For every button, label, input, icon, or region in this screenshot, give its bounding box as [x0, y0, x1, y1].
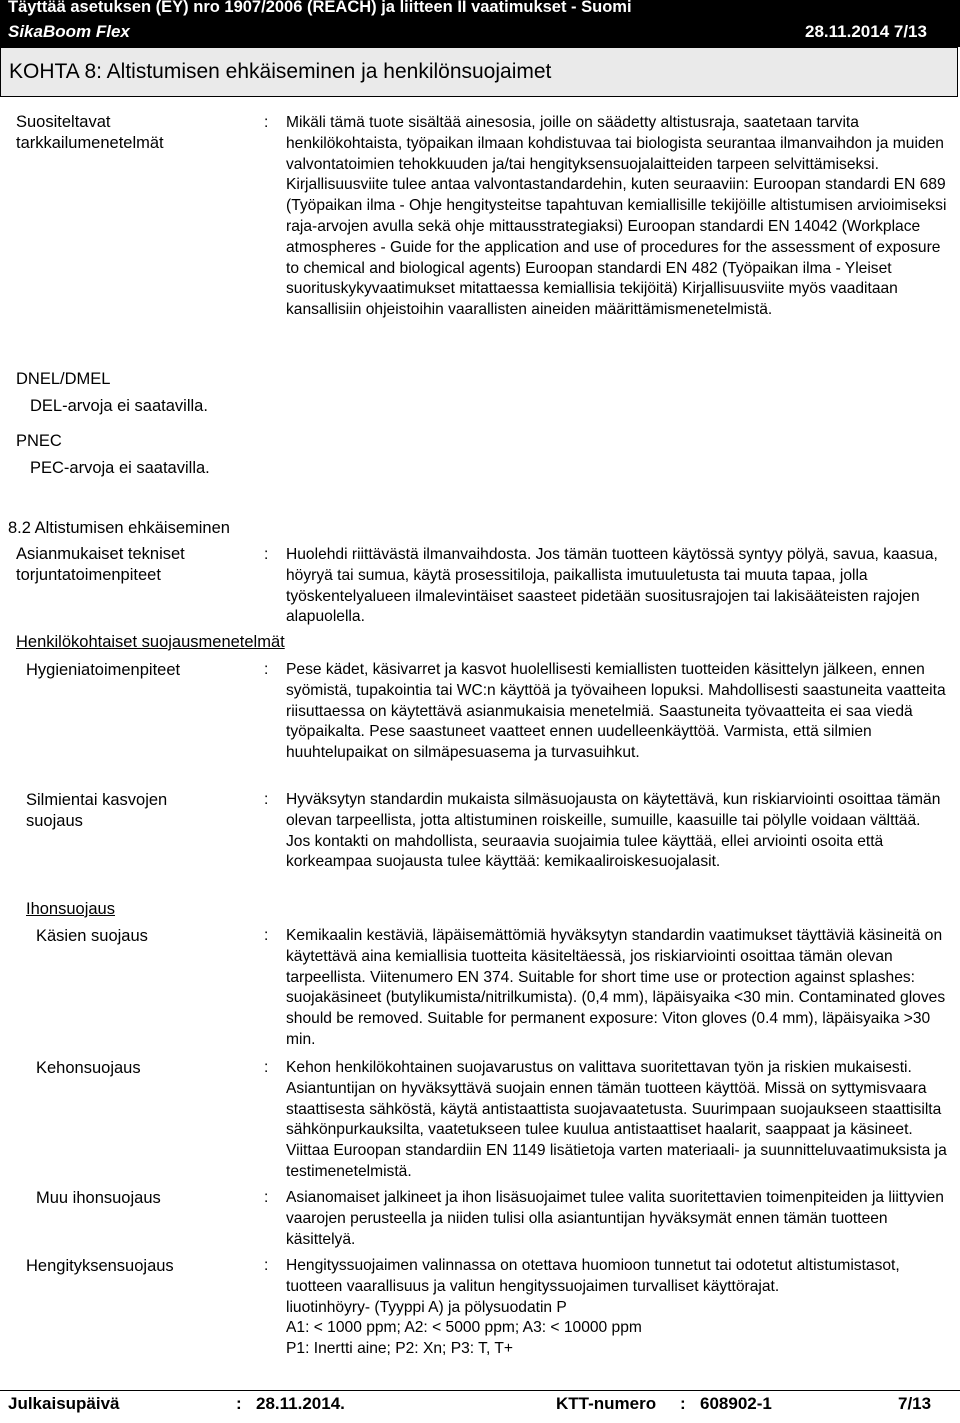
engineering-label: Asianmukaiset tekniset torjuntatoimenpiteet	[16, 545, 185, 584]
footer-date-label: Julkaisupäivä	[8, 1394, 120, 1413]
personal-protection-title: Henkilökohtaiset suojausmenetelmät	[16, 633, 285, 651]
footer-date-value: 28.11.2014.	[256, 1394, 345, 1413]
document-header	[0, 0, 960, 47]
footer-ktt-value: 608902-1	[700, 1394, 772, 1413]
colon: :	[264, 927, 269, 944]
respiratory-ranges-line: A1: < 1000 ppm; A2: < 5000 ppm; A3: < 10000 ppm	[286, 1319, 642, 1337]
body-protection-label: Kehonsuojaus	[36, 1059, 141, 1077]
subsection-title: 8.2 Altistumisen ehkäiseminen	[8, 519, 230, 537]
pnec-label: PNEC	[16, 432, 62, 450]
eye-protection-text: Hyväksytyn standardin mukaista silmäsuojausta on käytettävä, kun riskiarviointi osoittaa tämän olevan tarpeellista, jotta altistuminen roiskeille, sumuille, kaasuille tai pölylle voidaan välttää. Jos kontakti on mahdollista, seuraavia suojaimia tulee käyttää, ellei arviointi osoita että korkeampaa suojausta tulee käyttää: kemikaaliroiskesuojalasit.	[286, 791, 941, 871]
colon: :	[264, 661, 269, 678]
eye-protection-label: Silmientai kasvojen suojaus	[26, 791, 168, 830]
colon: :	[264, 791, 269, 808]
pnec-value: PEC-arvoja ei saatavilla.	[30, 459, 210, 477]
respiratory-protection-block	[286, 1256, 948, 1360]
footer-page: 7/13	[898, 1394, 932, 1413]
footer-colon: :	[680, 1394, 686, 1413]
respiratory-protection-text: Hengityssuojaimen valinnassa on otettava huomioon tunnetut tai odotetut altistumistasot, tuotteen vaarallisuus ja valitun hengityssuojaimen turvalliset käyttörajat.	[286, 1257, 900, 1295]
colon: :	[264, 114, 269, 131]
section-banner	[0, 47, 958, 97]
engineering-text: Huolehdi riittävästä ilmanvaihdosta. Jos tämän tuotteen käytössä syntyy pölyä, savua, kaasua, höyryä tai sumua, käytä prosessitiloja, paikallista imutuuletusta tai muuta tapaa, jolla työskentelyalueen ilmalevintäiset saasteet pidetään suositusrajojen tai lakisääteisten rajojen alapuolella.	[286, 546, 938, 626]
skin-protection-title: Ihonsuojaus	[26, 900, 115, 918]
hygiene-text: Pese kädet, käsivarret ja kasvot huolellisesti kemiallisten tuotteiden käsittelyn jälkeen, ennen syömistä, tupakointia tai WC:n käyttöä ja työvaiheen lopuksi. Mahdollisesti saastuneita vaatteita riisuttaessa on käytettävä asianmukaisia menetelmiä. Saastuneita työvaatteita ei saa viedä työpaikalta. Pese saastuneet vaatteet ennen uudelleenkäyttöä. Varmista, että silmien huuhtelupaikat on silmäpesuasema ja turvasuihkut.	[286, 661, 946, 762]
monitoring-text: Mikäli tämä tuote sisältää ainesosia, joille on säädetty altistusraja, saatetaan tarvita henkilökohtaista, työpaikan ilmaan kohdistuvaa tai biologista seurantaa ilmanvaihdon ja muiden valvontatoimien tehokkuuden ja/tai hengityksensuojalaitteiden tarpeen selvittämiseksi. Kirjallisuusviite tulee antaa valvontastandardehin, kuten seuraaviin: Euroopan standardi EN 689 (Työpaikan ilma - Ohje hengitysteitse tapahtuvan kemiallisille tekijöille altistumisen arvioimiseksi raja-arvojen avulla sekä ohje mittausstrategiaksi) Euroopan standardi EN 14042 (Workplace atmospheres - Guide for the application and use of procedures for the assessment of exposure to chemical and biological agents) Euroopan standardi EN 482 (Työpaikan ilma - Yleiset suorituskykyvaatimukset mitattaessa kemiallisia tekijöitä) Kirjallisuusviite myös vaaditaan kansallisiin ohjeistoihin vaarallisten aineiden määrittämismenetelmistä.	[286, 114, 947, 319]
respiratory-classes-line: P1: Inertti aine; P2: Xn; P3: T, T+	[286, 1340, 513, 1358]
other-skin-protection-label: Muu ihonsuojaus	[36, 1189, 161, 1207]
footer-ktt-label: KTT-numero	[556, 1394, 657, 1413]
colon: :	[264, 1059, 269, 1076]
hand-protection-label: Käsien suojaus	[36, 927, 148, 945]
product-name: SikaBoom Flex	[8, 22, 130, 41]
respiratory-filter-line: liuotinhöyry- (Tyyppi A) ja pölysuodatin P	[286, 1298, 567, 1316]
document-footer	[0, 1390, 960, 1415]
hygiene-label: Hygieniatoimenpiteet	[26, 661, 181, 679]
footer-colon: :	[236, 1394, 242, 1413]
body-protection-text: Kehon henkilökohtainen suojavarustus on valittava suoritettavan työn ja riskien mukaisesti. Asiantuntijan on hyväksyttävä suojain ennen tämän tuotteen käyttöä. Missä on syttymisvaara staattisesta sähköstä, käytä antistaattista suojavaatetusta. Suurimpaan suojaukseen staattisilta sähkönpurkauksilta, vaatetukseen tulee kuulua antistaattiset haalarit, saappaat ja käsineet. Viittaa Euroopan standardiin EN 1149 lisätietoja varten materiaali- ja suunnitteluvaatimuksista ja testimenetelmistä.	[286, 1059, 947, 1180]
regulation-text: Täyttää asetuksen (EY) nro 1907/2006 (REACH) ja liitteen II vaatimukset - Suomi	[8, 0, 632, 16]
other-skin-protection-text: Asianomaiset jalkineet ja ihon lisäsuojaimet tulee valita suoritettavien toimenpiteiden ja liittyvien vaarojen perusteella ja niiden tulisi olla asiantuntijan hyväksymät ennen tämän tuotteen käsittelyä.	[286, 1189, 944, 1248]
monitoring-label: Suositeltavat tarkkailumenetelmät	[16, 113, 164, 152]
respiratory-protection-label: Hengityksensuojaus	[26, 1257, 174, 1275]
colon: :	[264, 1257, 269, 1274]
colon: :	[264, 546, 269, 563]
header-date-page: 28.11.2014 7/13	[805, 22, 927, 41]
colon: :	[264, 1189, 269, 1206]
section-title: KOHTA 8: Altistumisen ehkäiseminen ja henkilönsuojaimet	[9, 60, 552, 83]
dnel-label: DNEL/DMEL	[16, 370, 111, 388]
dnel-value: DEL-arvoja ei saatavilla.	[30, 397, 208, 415]
hand-protection-text: Kemikaalin kestäviä, läpäisemättömiä hyväksytyn standardin vaatimukset täyttäviä käsineitä on käytettävä aina kemiallisia tuotteita käsiteltäessä, jos riskiarviointi osoittaa tämän olevan tarpeellista. Viitenumero EN 374. Suitable for short time use or protection against splashes: suojakäsineet (butylikumista/nitrilkumista). (0,4 mm), läpäisyaika <30 min. Contaminated gloves should be removed. Suitable for permanent exposure: Viton gloves (0.4 mm), läpäisyaika >30 min.	[286, 927, 946, 1048]
